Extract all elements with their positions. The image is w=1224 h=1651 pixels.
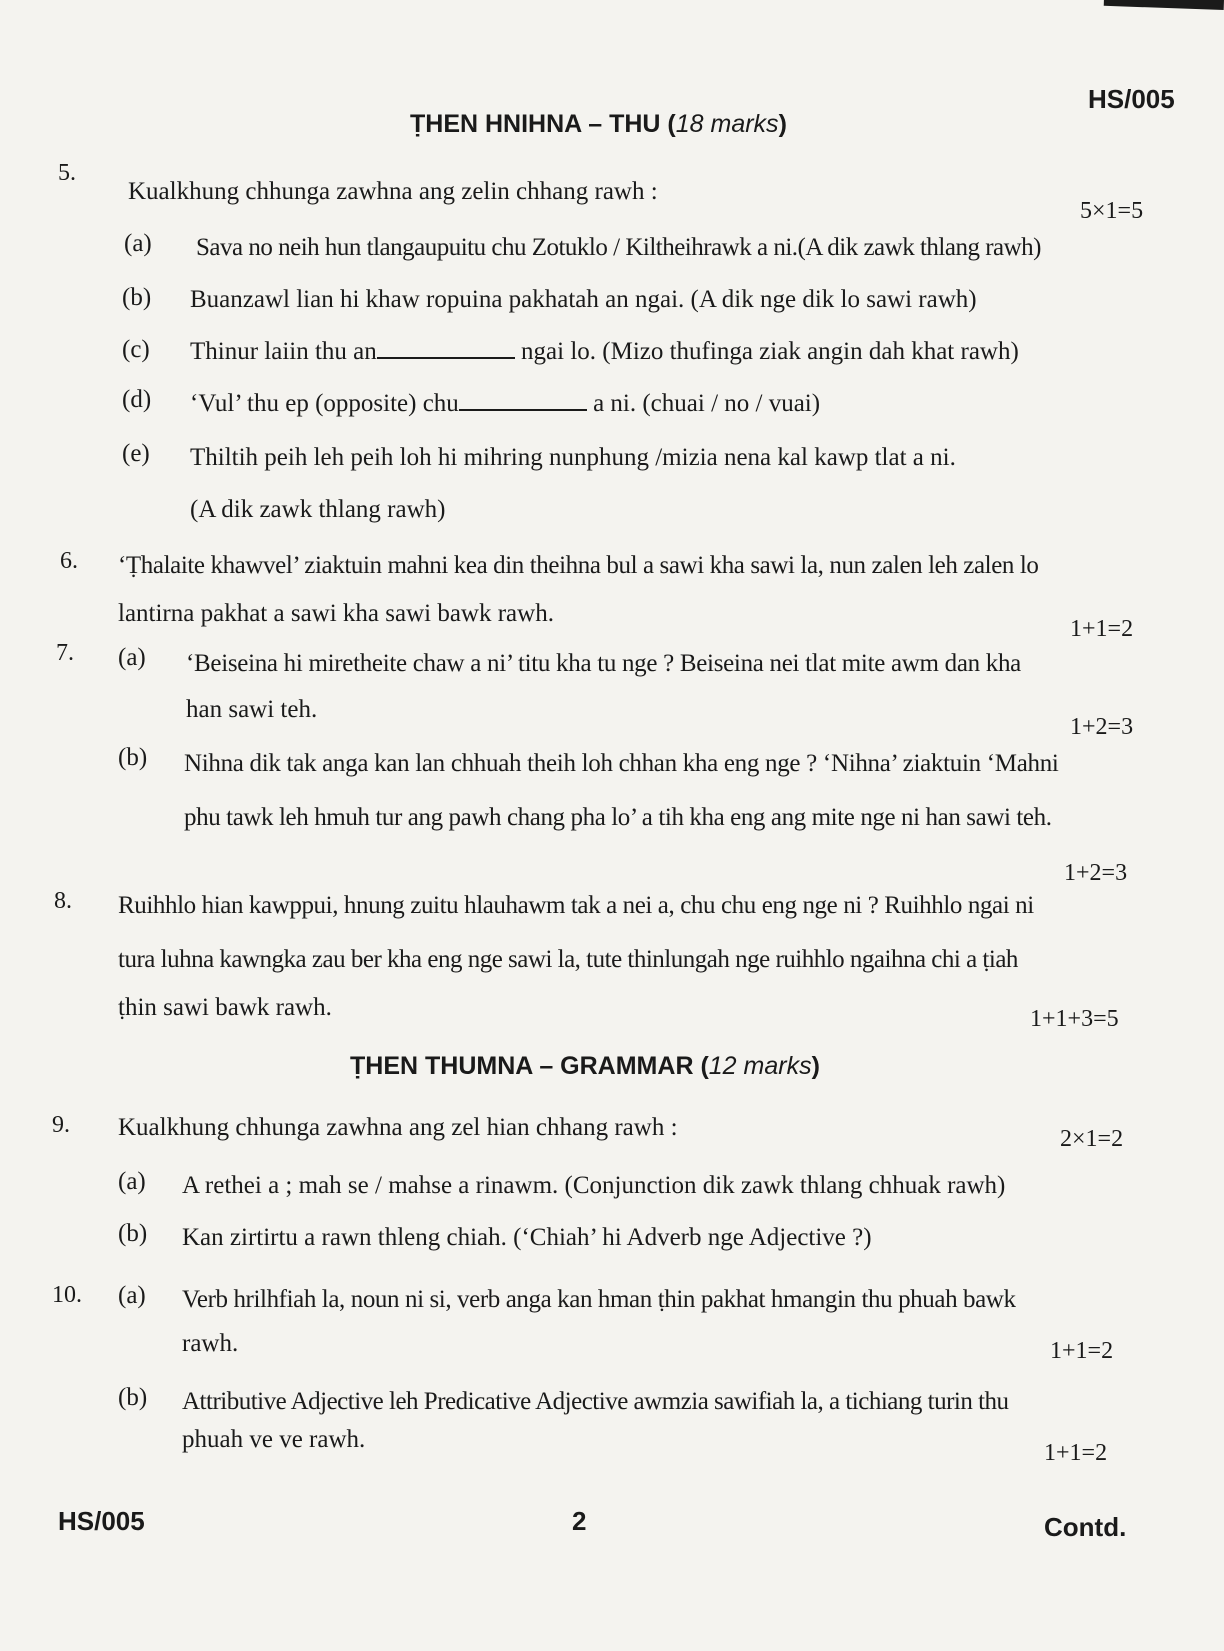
q5d-text xyxy=(190,390,820,418)
section-a-marks: 18 marks xyxy=(675,110,779,138)
q7a-line1: ‘Beiseina hi miretheite chaw a ni’ titu kha tu nge ? Beiseina nei tlat mite awm dan kha xyxy=(186,650,1021,677)
q10a-line2: rawh. xyxy=(182,1330,239,1357)
paper-code-top: HS/005 xyxy=(1088,84,1175,114)
q5d-label: (d) xyxy=(122,386,152,413)
q9-number: 9. xyxy=(52,1112,70,1138)
q5e-text-line2: (A dik zawk thlang rawh) xyxy=(190,496,446,523)
q5b-label: (b) xyxy=(122,284,152,311)
q10b-marks: 1+1=2 xyxy=(1044,1440,1108,1466)
q5-number: 5. xyxy=(58,160,76,186)
page-number: 2 xyxy=(572,1506,587,1536)
q10a-label: (a) xyxy=(118,1282,146,1309)
section-a-title: ṬHEN HNIHNA – THU xyxy=(410,110,661,138)
q9-text: Kualkhung chhunga zawhna ang zel hian chhang rawh : xyxy=(118,1114,678,1141)
q5a-label: (a) xyxy=(124,230,152,257)
q5c-text-part1: Thinur laiin thu an xyxy=(190,338,377,365)
q5a-text: Sava no neih hun tlangaupuitu chu Zotuklo / Kiltheihrawk a ni.(A dik zawk thlang rawh) xyxy=(196,234,1042,261)
q5-marks: 5×1=5 xyxy=(1080,198,1144,224)
q10b-line1: Attributive Adjective leh Predicative Adjective awmzia sawifiah la, a tichiang turin thu xyxy=(182,1388,1009,1415)
q5e-label: (e) xyxy=(122,440,150,467)
paper-code-footer: HS/005 xyxy=(58,1506,145,1536)
q5b-text: Buanzawl lian hi khaw ropuina pakhatah an ngai. (A dik nge dik lo sawi rawh) xyxy=(190,286,977,313)
q5c-label: (c) xyxy=(122,336,150,363)
q8-marks: 1+1+3=5 xyxy=(1030,1006,1119,1032)
q9a-text: A rethei a ; mah se / mahse a rinawm. (Conjunction dik zawk thlang chhuak rawh) xyxy=(182,1172,1006,1199)
q6-line2: lantirna pakhat a sawi kha sawi bawk rawh. xyxy=(118,600,554,627)
q6-line1: ‘Ṭhalaite khawvel’ ziaktuin mahni kea din theihna bul a sawi kha sawi la, nun zalen leh zalen lo xyxy=(118,552,1039,579)
q9b-label: (b) xyxy=(118,1220,148,1247)
q5c-blank[interactable] xyxy=(377,357,515,359)
q6-number: 6. xyxy=(60,548,78,574)
section-b-title: ṬHEN THUMNA – GRAMMAR xyxy=(350,1052,694,1080)
q7b-label: (b) xyxy=(118,744,148,771)
q5c-text-part2: ngai lo. (Mizo thufinga ziak angin dah khat rawh) xyxy=(521,338,1019,365)
q7b-marks: 1+2=3 xyxy=(1064,860,1128,886)
q7b-line2: phu tawk leh hmuh tur ang pawh chang pha lo’ a tih kha eng ang mite nge ni han sawi teh. xyxy=(184,804,1052,831)
continued-label: Contd. xyxy=(1044,1512,1127,1542)
q10a-marks: 1+1=2 xyxy=(1050,1338,1114,1364)
q8-line2: tura luhna kawngka zau ber kha eng nge sawi la, tute thinlungah nge ruihhlo ngaihna chi a ṭiah xyxy=(118,946,1018,973)
q6-marks: 1+1=2 xyxy=(1070,616,1134,642)
q7a-line2: han sawi teh. xyxy=(186,696,318,723)
q5d-blank[interactable] xyxy=(459,409,587,411)
q7a-marks: 1+2=3 xyxy=(1070,714,1134,740)
q5-text: Kualkhung chhunga zawhna ang zelin chhang rawh : xyxy=(128,178,658,205)
q10b-label: (b) xyxy=(118,1384,148,1411)
q9-marks: 2×1=2 xyxy=(1060,1126,1124,1152)
section-b-marks: 12 marks xyxy=(708,1052,812,1080)
q8-line3: ṭhin sawi bawk rawh. xyxy=(118,994,332,1021)
q8-number: 8. xyxy=(54,888,72,914)
q10-number: 10. xyxy=(52,1282,82,1308)
q7a-label: (a) xyxy=(118,644,146,671)
q10b-line2: phuah ve ve rawh. xyxy=(182,1426,366,1453)
page-edge-shadow xyxy=(1104,0,1224,10)
section-a-heading: ṬHEN HNIHNA – THU (18 marks) xyxy=(410,110,787,138)
section-b-heading: ṬHEN THUMNA – GRAMMAR (12 marks) xyxy=(350,1052,820,1080)
q7-number: 7. xyxy=(56,640,74,666)
q7b-line1: Nihna dik tak anga kan lan chhuah theih loh chhan kha eng nge ? ‘Nihna’ ziaktuin ‘Mahni xyxy=(184,750,1059,777)
q5d-text-part1: ‘Vul’ thu ep (opposite) chu xyxy=(190,390,459,417)
q8-line1: Ruihhlo hian kawppui, hnung zuitu hlauhawm tak a nei a, chu chu eng nge ni ? Ruihhlo ngai ni xyxy=(118,892,1034,919)
q5d-text-part2: a ni. (chuai / no / vuai) xyxy=(593,390,821,417)
q10a-line1: Verb hrilhfiah la, noun ni si, verb anga kan hman ṭhin pakhat hmangin thu phuah bawk xyxy=(182,1286,1016,1313)
q5c-text xyxy=(190,338,1019,366)
q9b-text: Kan zirtirtu a rawn thleng chiah. (‘Chiah’ hi Adverb nge Adjective ?) xyxy=(182,1224,872,1251)
q5e-text-line1: Thiltih peih leh peih loh hi mihring nunphung /mizia nena kal kawp tlat a ni. xyxy=(190,444,956,471)
q9a-label: (a) xyxy=(118,1168,146,1195)
